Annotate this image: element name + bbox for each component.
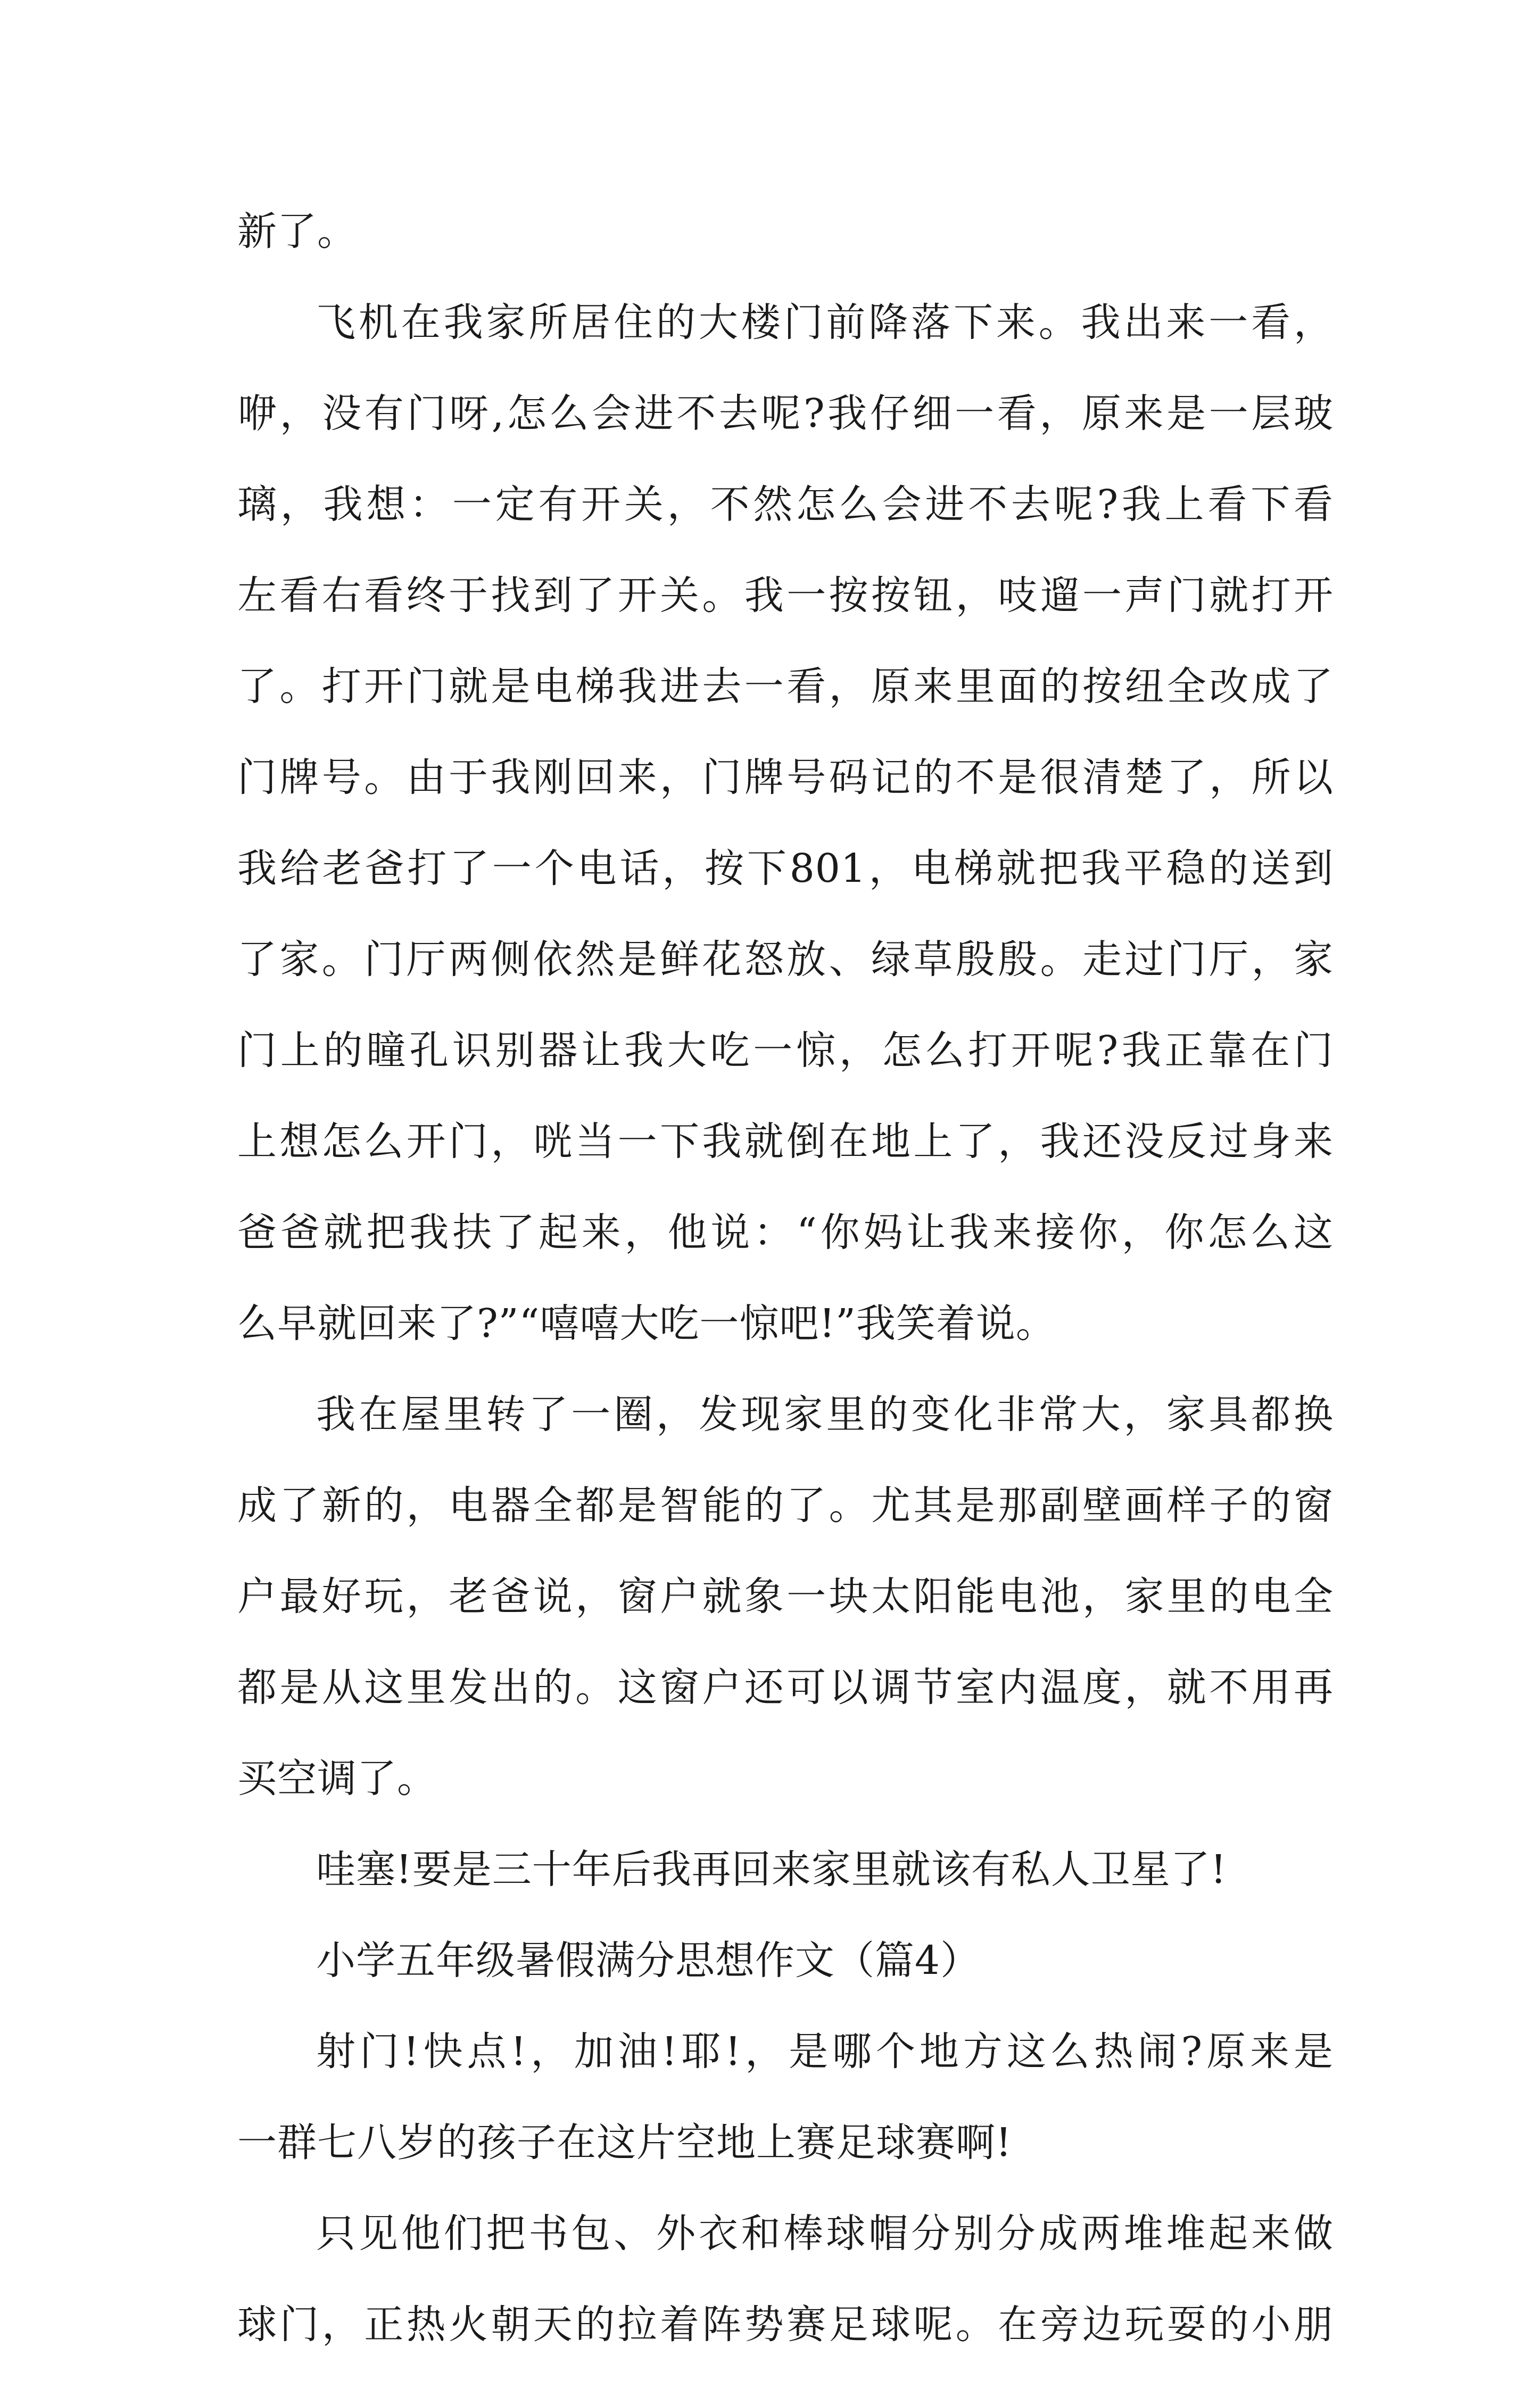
section-heading: 小学五年级暑假满分思想作文（篇4） (316, 1938, 981, 1983)
text-line-16: 户最好玩，老爸说，窗户就象一块太阳能电池，家里的电全 (237, 1574, 1334, 1619)
text-line-17: 都是从这里发出的。这窗户还可以调节室内温度，就不用再 (237, 1665, 1334, 1710)
text-line-1: 新了。 (237, 209, 357, 254)
text-line-18: 买空调了。 (237, 1756, 437, 1801)
text-line-9: 了家。门厅两侧依然是鲜花怒放、绿草殷殷。走过门厅，家 (237, 937, 1334, 982)
text-line-11: 上想怎么开门，咣当一下我就倒在地上了，我还没反过身来 (237, 1119, 1334, 1164)
text-line-3: 咿，没有门呀,怎么会进不去呢?我仔细一看，原来是一层玻 (237, 391, 1334, 436)
text-line-19: 哇塞!要是三十年后我再回来家里就该有私人卫星了! (316, 1847, 1227, 1892)
text-line-8: 我给老爸打了一个电话，按下801，电梯就把我平稳的送到 (237, 846, 1334, 891)
text-line-13: 么早就回来了?”“嘻嘻大吃一惊吧!”我笑着说。 (237, 1301, 1056, 1346)
text-line-15: 成了新的，电器全都是智能的了。尤其是那副壁画样子的窗 (237, 1483, 1334, 1528)
text-line-21: 射门!快点!，加油!耶!，是哪个地方这么热闹?原来是 (316, 2029, 1334, 2074)
document-body (237, 205, 1334, 2389)
text-line-2: 飞机在我家所居住的大楼门前降落下来。我出来一看， (316, 300, 1334, 345)
text-line-24: 球门，正热火朝天的拉着阵势赛足球呢。在旁边玩耍的小朋 (237, 2302, 1334, 2347)
text-line-5: 左看右看终于找到了开关。我一按按钮，吱遛一声门就打开 (237, 573, 1334, 618)
text-line-10: 门上的瞳孔识别器让我大吃一惊，怎么打开呢?我正靠在门 (237, 1028, 1334, 1073)
text-line-7: 门牌号。由于我刚回来，门牌号码记的不是很清楚了，所以 (237, 755, 1334, 800)
text-line-6: 了。打开门就是电梯我进去一看，原来里面的按纽全改成了 (237, 664, 1334, 709)
text-line-14: 我在屋里转了一圈，发现家里的变化非常大，家具都换 (316, 1392, 1334, 1437)
text-line-23: 只见他们把书包、外衣和棒球帽分别分成两堆堆起来做 (316, 2211, 1334, 2256)
text-line-12: 爸爸就把我扶了起来，他说：“你妈让我来接你，你怎么这 (237, 1210, 1334, 1255)
text-line-4: 璃，我想：一定有开关，不然怎么会进不去呢?我上看下看 (237, 482, 1334, 527)
text-line-22: 一群七八岁的孩子在这片空地上赛足球赛啊! (237, 2120, 1012, 2165)
